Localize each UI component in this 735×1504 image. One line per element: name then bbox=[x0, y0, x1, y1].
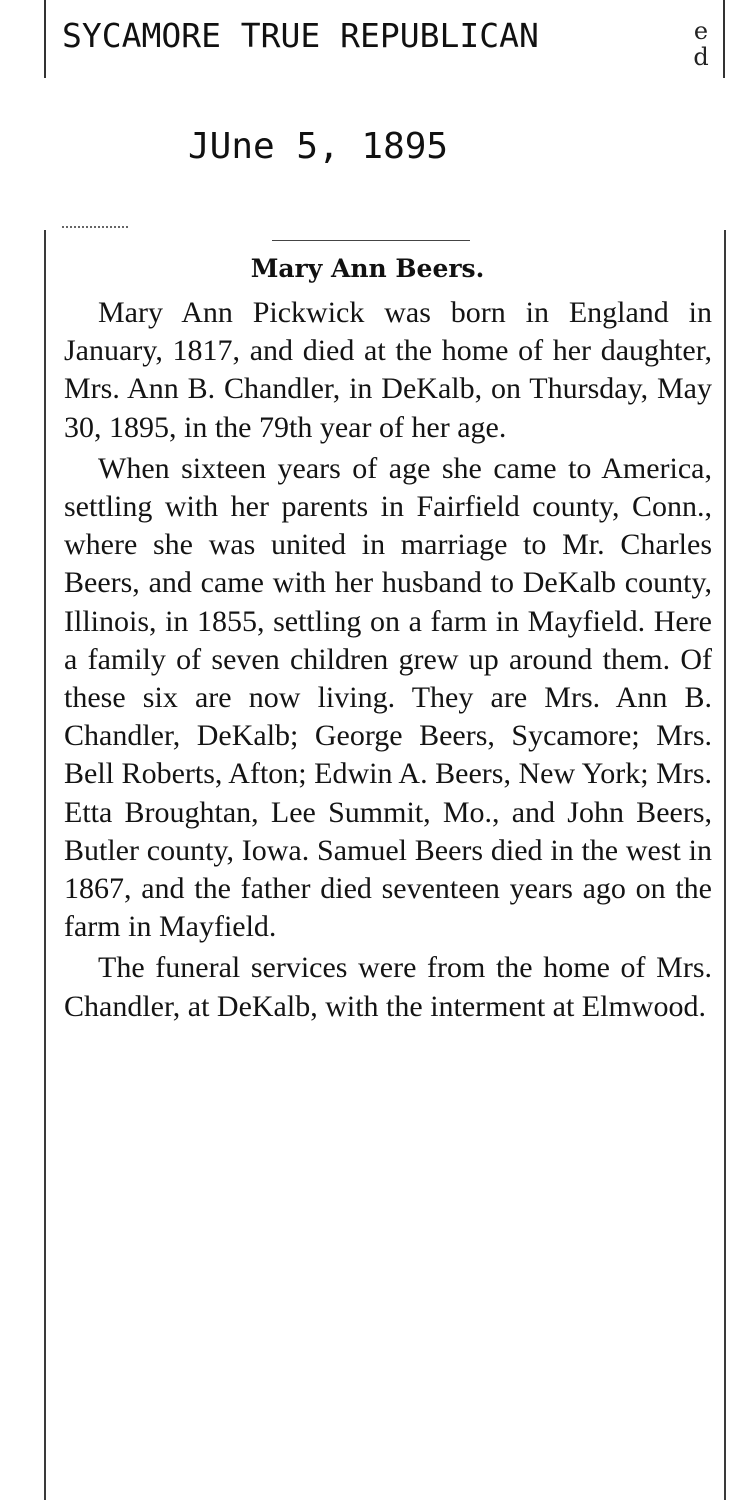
title-divider bbox=[272, 240, 470, 241]
column-top-divider bbox=[62, 226, 128, 230]
column-rule-left bbox=[44, 0, 46, 78]
article-paragraph: The funeral services were from the home of Mrs. Chandler, at DeKalb, with the interment at Elmwood. bbox=[64, 951, 712, 1023]
article-paragraph: When sixteen years of age she came to America, settling with her parents in Fairfield county, Conn., where she was united in marriage to Mr. Charles Beers, and came with her husband to DeKalb county, Illinois, in 1855, settling on a farm in Mayfield. Here a family of seven children grew up around them. Of these six are now living. They are Mrs. Ann B. Chandler, DeKalb; George Beers, Sycamore; Mrs. Bell Roberts, Afton; Edwin A. Beers, New York; Mrs. Etta Broughtan, Lee Summit, Mo., and John Beers, Butler county, Iowa. Samuel Beers died in the west in 1867, and the father died seventeen years ago on the farm in Mayfield. bbox=[64, 451, 712, 944]
paper-name: SYCAMORE TRUE REPUBLICAN bbox=[62, 16, 539, 55]
column-rule-left bbox=[44, 230, 46, 1500]
column-rule-right bbox=[723, 0, 725, 78]
article-paragraph: Mary Ann Pickwick was born in England in January, 1817, and died at the home of her daughter, Mrs. Ann B. Chandler, in DeKalb, on Thursday, May 30, 1895, in the 79th year of her age. bbox=[64, 296, 712, 444]
publication-date: JUne 5, 1895 bbox=[188, 126, 449, 167]
newspaper-header bbox=[0, 0, 735, 80]
article-column bbox=[0, 218, 735, 1504]
margin-fragment: e d bbox=[693, 17, 709, 71]
column-rule-right bbox=[724, 230, 726, 1500]
article-title: Mary Ann Beers. bbox=[250, 254, 485, 283]
article-body bbox=[64, 294, 712, 1026]
